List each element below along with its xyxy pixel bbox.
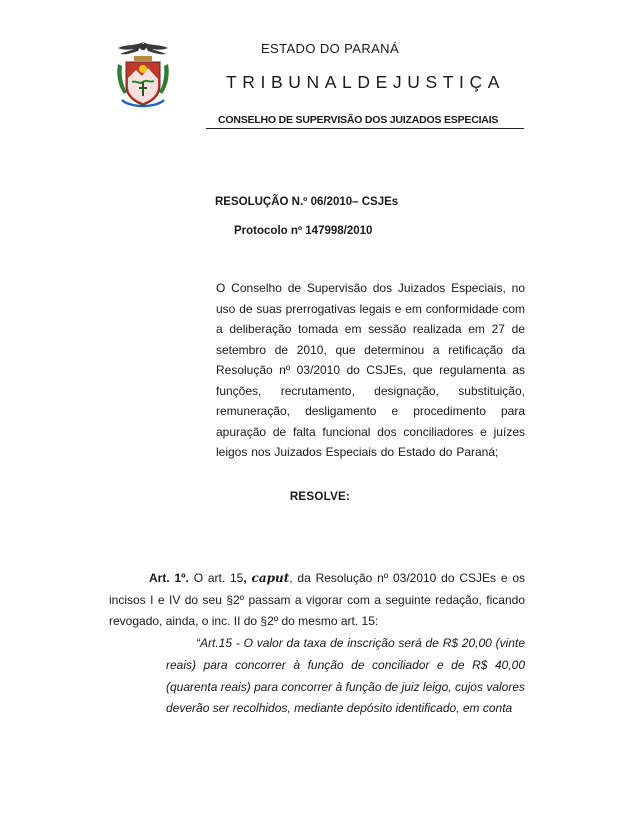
- article-label: Art. 1º.: [149, 571, 189, 585]
- header-divider: [206, 128, 524, 129]
- article-caput: caput: [251, 571, 290, 585]
- header-court: TRIBUNALDEJUSTIÇA: [226, 72, 505, 92]
- article-comma: ,: [243, 571, 252, 585]
- resolution-protocol: Protocolo nº 147998/2010: [234, 225, 373, 237]
- article-text-after: , da Resolução nº 03/2010 do CSJEs e os incisos I e IV do seu §2º passam a vigorar com a seguinte redação, ficando revogado, ainda, o inc. II do §2º do mesmo art. 15:: [109, 571, 525, 628]
- header-council: CONSELHO DE SUPERVISÃO DOS JUIZADOS ESPECIAIS: [218, 114, 499, 126]
- article-text-before: O art. 15: [188, 571, 244, 585]
- considerando-paragraph: O Conselho de Supervisão dos Juizados Especiais, no uso de suas prerrogativas legais e em conformidade com a deliberação tomada em sessão realizada em 27 de setembro de 2010, que determinou a retificação da Resolução nº 03/2010 do CSJEs, que regulamenta as funções, recrutamento, designação, substituição, remuneração, desligamento e procedimento para apuração de falta funcional dos conciliadores e juízes leigos nos Juizados Especiais do Estado do Paraná;: [216, 281, 525, 459]
- resolution-title: RESOLUÇÃO N.º 06/2010– CSJEs: [215, 196, 399, 208]
- quote-body: “Art.15 - O valor da taxa de inscrição será de R$ 20,00 (vinte reais) para concorrer à função de conciliador e de R$ 40,00 (quarenta reais) para concorrer à função de juiz leigo, cujos valores deverão ser recolhidos, mediante depósito identificado, em conta: [166, 636, 525, 716]
- header-state: ESTADO DO PARANÁ: [260, 41, 400, 56]
- article-paragraph: [109, 568, 525, 633]
- coat-of-arms-icon: [112, 38, 174, 110]
- quoted-article-text: [166, 633, 525, 720]
- resolve-heading: RESOLVE:: [289, 491, 351, 503]
